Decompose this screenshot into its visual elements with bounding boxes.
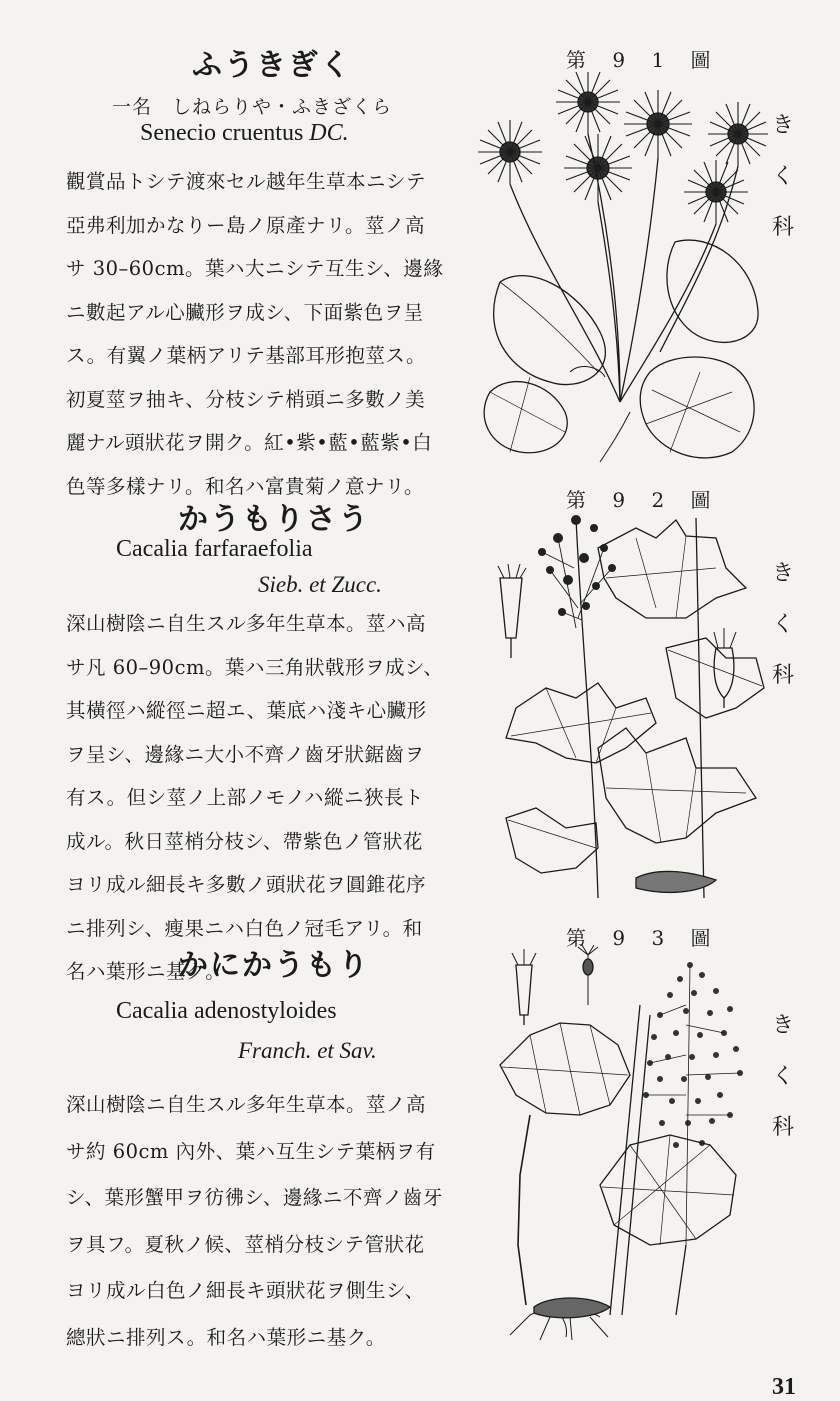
latin-author: Franch. et Sav. bbox=[238, 1038, 377, 1063]
description-line: 初夏莖ヲ抽キ、分枝シテ梢頭ニ多數ノ美 bbox=[66, 387, 426, 411]
leaf bbox=[511, 688, 651, 763]
latin-author: Sieb. et Zucc. bbox=[258, 572, 382, 597]
plant-description bbox=[66, 1082, 466, 1361]
plant-latin-name bbox=[116, 536, 313, 563]
leaf bbox=[500, 1023, 630, 1115]
plant-name-japanese: かにかうもり bbox=[178, 948, 370, 983]
family-char: 科 bbox=[771, 215, 794, 240]
description-line: 色等多樣ナリ。和名ハ富貴菊ノ意ナリ。 bbox=[66, 474, 425, 498]
description-line: 亞弗利加かなりー島ノ原產ナリ。莖ノ高 bbox=[66, 213, 426, 237]
family-label bbox=[768, 1008, 798, 1141]
flower-head bbox=[708, 102, 768, 166]
flower-head bbox=[624, 90, 692, 158]
flower-head bbox=[564, 134, 632, 202]
latin-binomial: Cacalia farfaraefolia bbox=[116, 536, 313, 562]
figure-label: 第 9 3 圖 bbox=[566, 926, 721, 950]
rhizome bbox=[534, 1298, 610, 1318]
flower-panicle bbox=[643, 962, 743, 1148]
family-char: き bbox=[771, 561, 794, 586]
description-line: 有ス。但シ莖ノ上部ノモノハ縱ニ狹長ト bbox=[66, 786, 425, 809]
leaf bbox=[490, 377, 565, 452]
family-char: 科 bbox=[771, 1115, 794, 1140]
description-line: 麗ナル頭狀花ヲ開ク。紅•紫•藍•藍紫•白 bbox=[66, 431, 433, 454]
plant-description bbox=[66, 602, 466, 994]
family-label bbox=[768, 556, 798, 689]
plant-latin-name bbox=[116, 998, 337, 1025]
description-line: サ 30–60cm。葉ハ大ニシテ互生シ、邊緣 bbox=[66, 257, 444, 280]
leaf bbox=[598, 520, 746, 618]
description-line: ヲ呈シ、邊緣ニ大小不齊ノ齒牙狀鋸齒ヲ bbox=[66, 742, 425, 766]
figure-label: 第 9 2 圖 bbox=[566, 488, 721, 512]
description-line: 名ハ葉形ニ基ク。 bbox=[66, 960, 226, 983]
latin-binomial: Senecio cruentus bbox=[140, 120, 304, 146]
description-line: 深山樹陰ニ自生スル多年生草本。莖ノ高 bbox=[66, 1093, 427, 1116]
family-char: き bbox=[771, 1013, 794, 1038]
stem bbox=[510, 134, 738, 402]
family-char: く bbox=[771, 164, 794, 189]
description-line: 深山樹陰ニ自生スル多年生草本。莖ハ高 bbox=[66, 612, 427, 635]
illustration-cacalia-farfaraefolia bbox=[486, 508, 766, 903]
achene-detail bbox=[578, 945, 598, 1005]
floret-detail bbox=[512, 949, 536, 1025]
leaf bbox=[502, 1023, 628, 1115]
leaf bbox=[518, 1115, 530, 1305]
plant-description bbox=[66, 160, 466, 508]
family-char: く bbox=[771, 1064, 794, 1089]
leaf bbox=[598, 728, 756, 843]
plant-name-japanese: ふうきぎく bbox=[192, 48, 352, 83]
description-line: 其橫徑ハ縱徑ニ超エ、葉底ハ淺キ心臟形 bbox=[66, 699, 427, 722]
leaf bbox=[570, 367, 630, 462]
description-line: ニ排列シ、瘦果ニハ白色ノ冠毛アリ。和 bbox=[66, 916, 423, 940]
family-char: く bbox=[771, 612, 794, 637]
description-line: ヨリ成ル白色ノ細長キ頭狀花ヲ側生シ、 bbox=[66, 1279, 425, 1302]
leaf bbox=[506, 683, 656, 763]
illustration-cacalia-adenostyloides bbox=[490, 945, 760, 1340]
leaf bbox=[667, 240, 758, 342]
leaf bbox=[506, 808, 598, 873]
latin-binomial: Cacalia adenostyloides bbox=[116, 998, 337, 1024]
description-line: 觀賞品トシテ渡來セル越年生草本ニシテ bbox=[66, 170, 427, 193]
flower-head bbox=[684, 160, 748, 224]
description-line: ヨリ成ル細長キ多數ノ頭狀花ヲ圓錐花序 bbox=[66, 873, 427, 896]
plant-name-japanese: かうもりさう bbox=[178, 502, 370, 537]
description-line: サ約 60cm 內外、葉ハ互生シテ葉柄ヲ有 bbox=[66, 1139, 436, 1163]
plant-latin-name bbox=[140, 120, 349, 147]
floret-detail bbox=[498, 564, 526, 658]
leaf bbox=[508, 820, 596, 848]
flower-head bbox=[478, 120, 542, 184]
description-line: サ凡 60–90cm。葉ハ三角狀戟形ヲ成シ、 bbox=[66, 655, 444, 679]
description-line: シ、葉形蟹甲ヲ彷彿シ、邊緣ニ不齊ノ齒牙 bbox=[66, 1186, 443, 1209]
flower-panicle-branches bbox=[646, 965, 740, 1245]
flower-head bbox=[556, 72, 620, 134]
flower-panicle-branches bbox=[542, 538, 612, 628]
family-char: 科 bbox=[771, 663, 794, 688]
leaf bbox=[600, 1135, 736, 1245]
description-line: 總狀ニ排列ス。和名ハ葉形ニ基ク。 bbox=[66, 1325, 386, 1349]
leaf bbox=[640, 357, 754, 458]
latin-author: DC. bbox=[309, 120, 349, 146]
plant-alias: 一名 しねらりや・ふきざくら bbox=[112, 96, 393, 118]
description-line: ヲ具フ。夏秋ノ候、莖梢分枝シテ管狀花 bbox=[66, 1232, 425, 1256]
family-char: き bbox=[771, 113, 794, 138]
description-line: 成ル。秋日莖梢分枝シ、帶紫色ノ管狀花 bbox=[66, 829, 423, 853]
leaf bbox=[500, 282, 598, 372]
page-number: 31 bbox=[772, 1374, 796, 1400]
leaf bbox=[646, 372, 740, 452]
family-label bbox=[768, 108, 798, 241]
stem bbox=[610, 1005, 686, 1315]
illustration-senecio-cruentus bbox=[470, 72, 770, 462]
description-line: ニ數起アル心臟形ヲ成シ、下面紫色ヲ呈 bbox=[66, 300, 424, 324]
figure-label: 第 9 1 圖 bbox=[566, 48, 721, 72]
leaf bbox=[606, 536, 716, 618]
leaf bbox=[494, 276, 606, 385]
floret-detail bbox=[714, 628, 736, 708]
leaf bbox=[606, 753, 746, 843]
description-line: ス。有翼ノ葉柄アリテ基部耳形抱莖ス。 bbox=[66, 344, 427, 367]
